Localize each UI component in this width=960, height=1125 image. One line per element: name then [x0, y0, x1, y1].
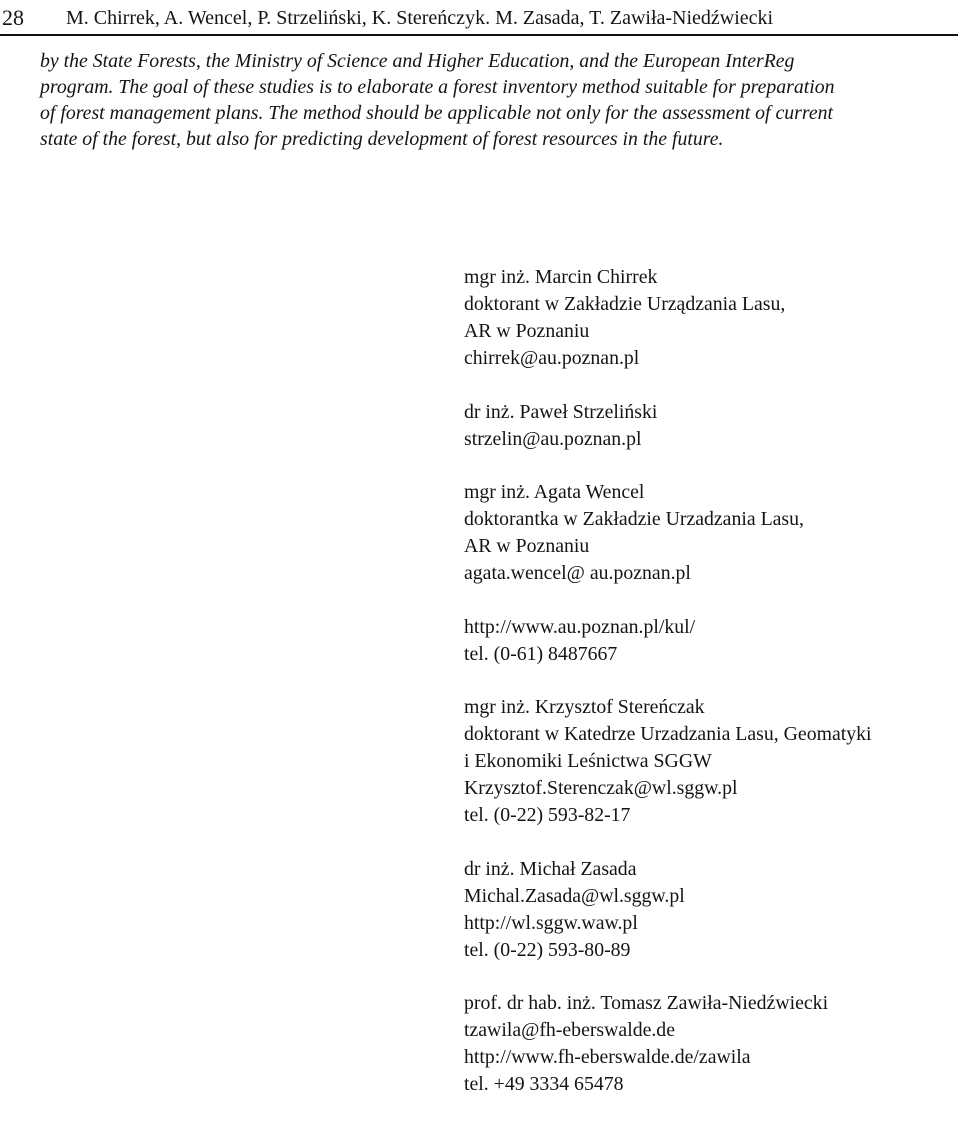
website: http://www.fh-eberswalde.de/zawila	[464, 1046, 751, 1068]
author-name: mgr inż. Krzysztof Stereńczak	[464, 696, 705, 718]
contact-zasada	[464, 856, 944, 964]
affiliation: i Ekonomiki Leśnictwa SGGW	[464, 750, 712, 772]
email: chirrek@au.poznan.pl	[464, 347, 640, 369]
website: http://www.au.poznan.pl/kul/	[464, 615, 696, 638]
contact-chirrek	[464, 264, 944, 372]
abstract-line: by the State Forests, the Ministry of Science and Higher Education, and the European InterReg	[40, 50, 795, 72]
email: Michal.Zasada@wl.sggw.pl	[464, 884, 685, 907]
affiliation: doktorant w Katedrze Urzadzania Lasu, Geomatyki	[464, 723, 872, 745]
author-name: mgr inż. Marcin Chirrek	[464, 266, 658, 288]
phone: tel. (0-22) 593-80-89	[464, 938, 631, 961]
phone: tel. (0-22) 593-82-17	[464, 804, 631, 826]
abstract-line: of forest management plans. The method should be applicable not only for the assessment of current	[40, 102, 833, 124]
website: http://wl.sggw.waw.pl	[464, 911, 638, 934]
phone: tel. +49 3334 65478	[464, 1073, 624, 1095]
affiliation: doktorantka w Zakładzie Urzadzania Lasu,	[464, 508, 804, 530]
author-name: dr inż. Michał Zasada	[464, 857, 637, 880]
abstract-line: program. The goal of these studies is to elaborate a forest inventory method suitable for preparation	[40, 76, 835, 98]
email: Krzysztof.Sterenczak@wl.sggw.pl	[464, 777, 738, 799]
author-name: prof. dr hab. inż. Tomasz Zawiła-Niedźwiecki	[464, 992, 829, 1014]
author-name: dr inż. Paweł Strzeliński	[464, 400, 658, 423]
running-head-authors: M. Chirrek, A. Wencel, P. Strzeliński, K. Stereńczyk. M. Zasada, T. Zawiła-Niedźwiecki	[66, 7, 774, 29]
phone: tel. (0-61) 8487667	[464, 642, 618, 665]
author-contacts	[464, 264, 944, 1125]
institution: AR w Poznaniu	[464, 535, 590, 557]
contact-department-info	[464, 614, 944, 668]
page-number: 28	[2, 5, 24, 30]
email: agata.wencel@ au.poznan.pl	[464, 562, 691, 584]
contact-zawila-niedzwiecki	[464, 990, 944, 1098]
contact-strzelinski	[464, 399, 944, 453]
institution: AR w Poznaniu	[464, 320, 590, 342]
email: strzelin@au.poznan.pl	[464, 427, 642, 450]
email: tzawila@fh-eberswalde.de	[464, 1019, 675, 1041]
abstract-paragraph	[40, 48, 930, 152]
running-header	[0, 0, 958, 36]
contact-wencel	[464, 479, 944, 587]
abstract-line: state of the forest, but also for predicting development of forest resources in the future.	[40, 128, 724, 150]
author-name: mgr inż. Agata Wencel	[464, 481, 645, 503]
affiliation: doktorant w Zakładzie Urządzania Lasu,	[464, 293, 786, 315]
contact-sterenczak	[464, 694, 944, 829]
